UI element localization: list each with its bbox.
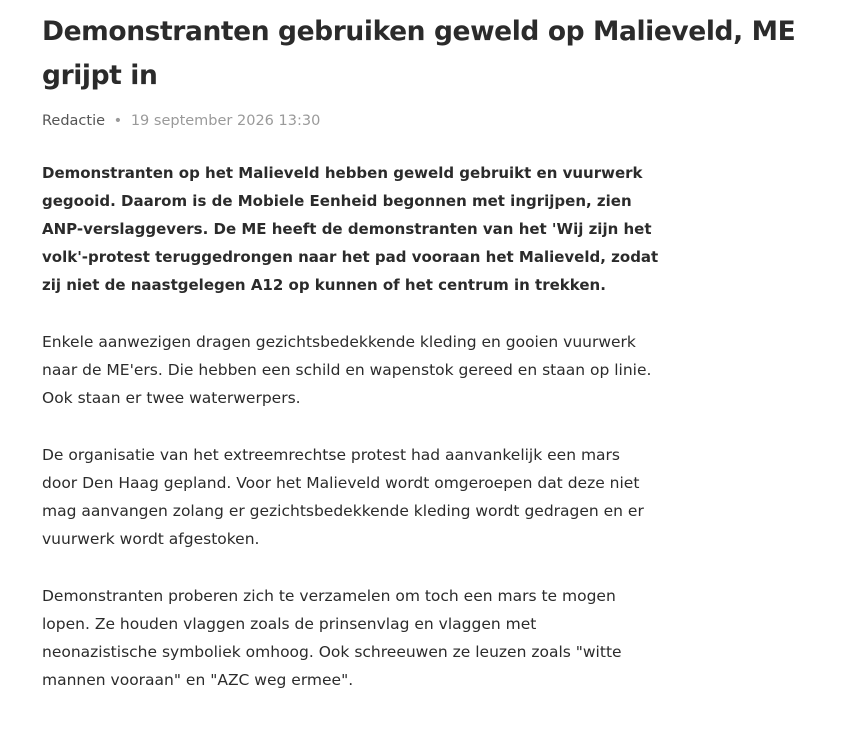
paragraph-line: Ook staan er twee waterwerpers.	[42, 389, 301, 407]
article-author[interactable]: Redactie	[42, 113, 106, 129]
article-body	[42, 159, 692, 694]
paragraph-line: lopen. Ze houden vlaggen zoals de prinsenvlag en vlaggen met	[42, 615, 537, 633]
paragraph-line: Demonstranten proberen zich te verzamelen om toch een mars te mogen	[42, 587, 616, 605]
article-paragraph	[42, 441, 692, 553]
paragraph-line: vuurwerk wordt afgestoken.	[42, 530, 260, 548]
paragraph-line: neonazistische symboliek omhoog. Ook schreeuwen ze leuzen zoals "witte	[42, 643, 622, 661]
article-paragraph	[42, 328, 692, 412]
lead-line: Demonstranten op het Malieveld hebben geweld gebruikt en vuurwerk	[42, 164, 643, 182]
meta-separator: •	[113, 113, 123, 129]
paragraph-line: Enkele aanwezigen dragen gezichtsbedekkende kleding en gooien vuurwerk	[42, 333, 636, 351]
paragraph-line: door Den Haag gepland. Voor het Malieveld wordt omgeroepen dat deze niet	[42, 474, 640, 492]
lead-line: zij niet de naastgelegen A12 op kunnen of het centrum in trekken.	[42, 276, 606, 294]
article-paragraph	[42, 582, 692, 694]
article-lead	[42, 159, 692, 299]
paragraph-line: naar de ME'ers. Die hebben een schild en wapenstok gereed en staan op linie.	[42, 361, 652, 379]
article-meta	[42, 112, 842, 130]
paragraph-line: mannen vooraan" en "AZC weg ermee".	[42, 671, 354, 689]
article-date: 19 september 2026 13:30	[130, 113, 321, 129]
paragraph-line: mag aanvangen zolang er gezichtsbedekkende kleding wordt gedragen en er	[42, 502, 644, 520]
lead-line: volk'-protest teruggedrongen naar het pad vooraan het Malieveld, zodat	[42, 248, 659, 266]
lead-line: gegooid. Daarom is de Mobiele Eenheid begonnen met ingrijpen, zien	[42, 192, 632, 210]
lead-line: ANP-verslaggevers. De ME heeft de demonstranten van het 'Wij zijn het	[42, 220, 652, 238]
paragraph-line: De organisatie van het extreemrechtse protest had aanvankelijk een mars	[42, 446, 621, 464]
article-headline: Demonstranten gebruiken geweld op Malieveld, ME grijpt in	[42, 16, 796, 91]
